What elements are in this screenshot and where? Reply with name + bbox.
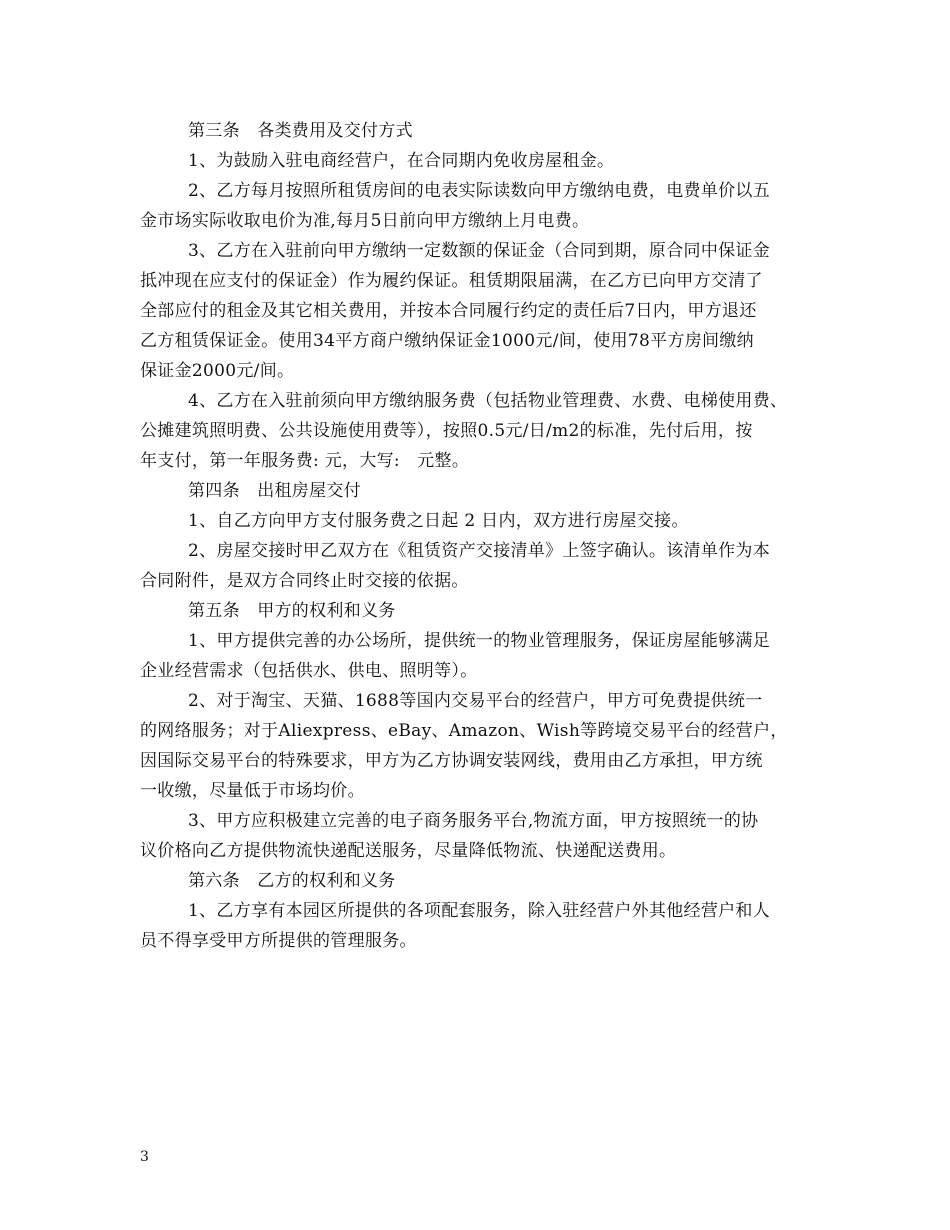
text-line: 公摊建筑照明费、公共设施使用费等），按照0.5元/日/m2的标准，先付后用，按 xyxy=(140,421,753,441)
text-line: 第六条 乙方的权利和义务 xyxy=(188,871,396,891)
text-line: 2、房屋交接时甲乙双方在《租赁资产交接清单》上签字确认。该清单作为本 xyxy=(188,541,771,561)
text-line: 的网络服务；对于Aliexpress、eBay、Amazon、Wish等跨境交易平台的经营户， xyxy=(140,721,788,741)
text-line: 保证金2000元/间。 xyxy=(140,361,295,381)
text-line: 1、自乙方向甲方支付服务费之日起 2 日内，双方进行房屋交接。 xyxy=(188,511,689,531)
text-line: 4、乙方在入驻前须向甲方缴纳服务费（包括物业管理费、水费、电梯使用费、 xyxy=(188,391,788,411)
text-line: 第四条 出租房屋交付 xyxy=(188,481,361,501)
text-line: 金市场实际收取电价为准,每月5日前向甲方缴纳上月电费。 xyxy=(140,211,590,231)
text-line: 1、为鼓励入驻电商经营户，在合同期内免收房屋租金。 xyxy=(188,151,615,171)
page-number: 3 xyxy=(140,1149,149,1165)
text-line: 3、乙方在入驻前向甲方缴纳一定数额的保证金（合同到期，原合同中保证金 xyxy=(188,241,771,261)
text-line: 全部应付的租金及其它相关费用，并按本合同履行约定的责任后7日内，甲方退还 xyxy=(140,301,757,321)
text-line: 1、甲方提供完善的办公场所，提供统一的物业管理服务，保证房屋能够满足 xyxy=(188,631,771,651)
text-line: 乙方租赁保证金。使用34平方商户缴纳保证金1000元/间，使用78平方房间缴纳 xyxy=(140,331,754,351)
text-line: 2、乙方每月按照所租赁房间的电表实际读数向甲方缴纳电费，电费单价以五 xyxy=(188,181,771,201)
text-line: 年支付，第一年服务费: 元，大写: 元整。 xyxy=(140,451,470,471)
text-line: 第五条 甲方的权利和义务 xyxy=(188,601,396,621)
text-line: 1、乙方享有本园区所提供的各项配套服务，除入驻经营户外其他经营户和人 xyxy=(188,901,771,921)
text-line: 3、甲方应积极建立完善的电子商务服务平台,物流方面，甲方按照统一的协 xyxy=(188,811,759,831)
text-line: 一收缴，尽量低于市场均价。 xyxy=(140,781,365,801)
text-line: 员不得享受甲方所提供的管理服务。 xyxy=(140,931,417,951)
text-line: 议价格向乙方提供物流快递配送服务，尽量降低物流、快递配送费用。 xyxy=(140,841,677,861)
text-line: 企业经营需求（包括供水、供电、照明等）。 xyxy=(140,661,478,681)
text-line: 2、对于淘宝、天猫、1688等国内交易平台的经营户，甲方可免费提供统一 xyxy=(188,691,763,711)
text-line: 因国际交易平台的特殊要求，甲方为乙方协调安装网线，费用由乙方承担，甲方统 xyxy=(140,751,763,771)
text-line: 第三条 各类费用及交付方式 xyxy=(188,121,413,141)
text-line: 合同附件，是双方合同终止时交接的依据。 xyxy=(140,571,469,591)
text-line: 抵冲现在应支付的保证金）作为履约保证。租赁期限届满，在乙方已向甲方交清了 xyxy=(140,271,763,291)
document-body xyxy=(140,116,816,956)
